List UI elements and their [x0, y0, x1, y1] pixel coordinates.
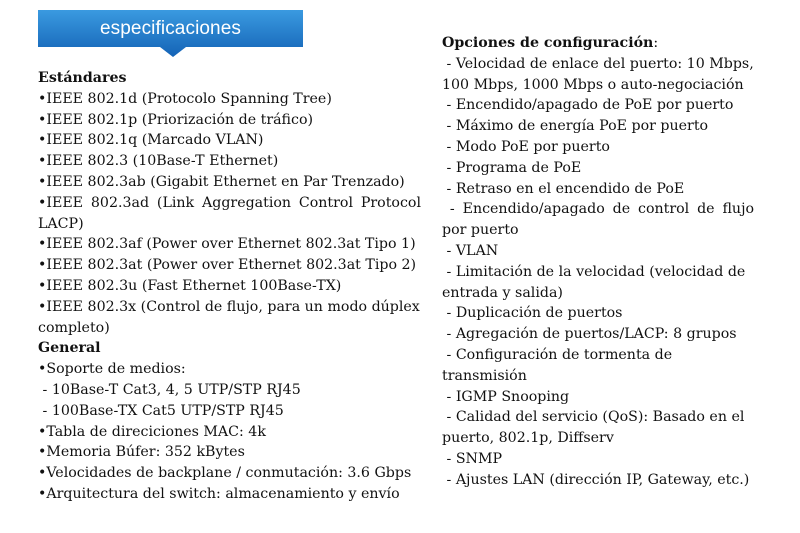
general-heading: General [38, 340, 101, 357]
config-item: - Configuración de tormenta de transmisión [442, 346, 677, 384]
config-item: - Máximo de energía PoE por puerto [442, 118, 709, 135]
config-item: - SNMP [442, 450, 503, 467]
general-item: •Soporte de medios: [38, 361, 186, 378]
standard-item: •IEEE 802.1p (Priorización de tráfico) [38, 111, 314, 128]
general-item: •Tabla de direciciones MAC: 4k [38, 423, 266, 440]
standard-item: •IEEE 802.3u (Fast Ethernet 100Base-TX) [38, 277, 342, 294]
general-item: •Memoria Búfer: 352 kBytes [38, 444, 245, 461]
config-item: - Retraso en el encendido de PoE [442, 180, 685, 197]
standard-item: •IEEE 802.3ab (Gigabit Ethernet en Par Trenzado) [38, 173, 405, 190]
section-banner [38, 10, 303, 58]
config-item: - Encendido/apagado de PoE por puerto [442, 97, 734, 114]
config-item: - Calidad del servicio (QoS): Basado en el puerto, 802.1p, Diffserv [442, 409, 749, 447]
config-item: - Limitación de la velocidad (velocidad de entrada y salida) [442, 263, 750, 301]
standard-item: •IEEE 802.3at (Power over Ethernet 802.3at Tipo 2) [38, 257, 417, 274]
standard-item: •IEEE 802.3x (Control de flujo, para un modo dúplex completo) [38, 298, 420, 336]
standard-item: •IEEE 802.3af (Power over Ethernet 802.3at Tipo 1) [38, 236, 416, 253]
config-heading: Opciones de configuración [442, 35, 654, 51]
banner-title: especificaciones [99, 18, 241, 39]
config-item: - Velocidad de enlace del puerto: 10 Mbps, 100 Mbps, 1000 Mbps o auto-negociación [442, 55, 759, 93]
config-item: - IGMP Snooping [442, 388, 570, 405]
config-item: - Modo PoE por puerto [442, 138, 610, 155]
config-item: - Encendido/apagado de control de flujo por puerto [442, 201, 759, 239]
config-item: - Ajustes LAN (dirección IP, Gateway, etc.) [442, 471, 750, 488]
standard-item: •IEEE 802.1q (Marcado VLAN) [38, 132, 264, 149]
standard-item: •IEEE 802.3ad (Link Aggregation Control Protocol LACP) [38, 194, 421, 232]
general-item: •Arquitectura del switch: almacenamiento y envío [38, 485, 400, 502]
standards-heading: Estándares [38, 70, 127, 86]
config-item: - Duplicación de puertos [442, 305, 623, 322]
standard-item: •IEEE 802.1d (Protocolo Spanning Tree) [38, 90, 332, 107]
config-heading-row [442, 33, 754, 54]
config-item: - Agregación de puertos/LACP: 8 grupos [442, 326, 737, 343]
general-item: - 100Base-TX Cat5 UTP/STP RJ45 [38, 402, 284, 419]
standard-item: •IEEE 802.3 (10Base-T Ethernet) [38, 153, 279, 170]
general-item: - 10Base-T Cat3, 4, 5 UTP/STP RJ45 [38, 381, 301, 398]
config-item: - Programa de PoE [442, 159, 582, 176]
left-column [38, 68, 421, 505]
general-item: •Velocidades de backplane / conmutación: 3.6 Gbps [38, 465, 412, 482]
config-heading-colon: : [653, 35, 659, 51]
right-column [442, 33, 759, 491]
config-item: - VLAN [442, 242, 499, 259]
